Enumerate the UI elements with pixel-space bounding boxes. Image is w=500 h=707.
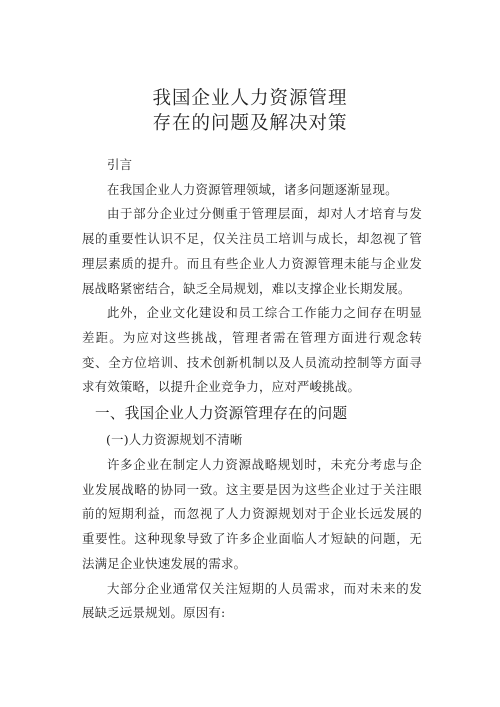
paragraph-5: 大部分企业通常仅关注短期的人员需求，而对未来的发展缺乏远景规划。原因有:	[82, 580, 422, 621]
document-body	[82, 153, 422, 626]
document-title-line-1: 我国企业人力资源管理	[152, 88, 348, 109]
intro-label: 引言	[107, 157, 133, 172]
paragraph-3: 此外，企业文化建设和员工综合工作能力之间存在明显差距。为应对这些挑战，管理者需在管理方面进行观念转变、全方位培训、技术创新机制以及人员流动控制等方面寻求有效策略，以提升企业竞争力，应对严峻挑战。	[82, 305, 422, 395]
paragraph-2: 由于部分企业过分侧重于管理层面，却对人才培育与发展的重要性认识不足，仅关注员工培训与成长，却忽视了管理层素质的提升。而且有些企业人力资源管理未能与企业发展战略紧密结合，缺乏全局规划，难以支撑企业长期发展。	[82, 206, 422, 296]
document-title-line-2: 存在的问题及解决对策	[152, 113, 348, 134]
subsection-heading-1: (一)人力资源规划不清晰	[106, 432, 243, 448]
paragraph-1: 在我国企业人力资源管理领域，诸多问题逐渐显现。	[107, 181, 398, 197]
paragraph-4: 许多企业在制定人力资源战略规划时，未充分考虑与企业发展战略的协同一致。这主要是因为这些企业过于关注眼前的短期利益，而忽视了人力资源规划对于企业长远发展的重要性。这种现象导致了许多企业面临人才短缺的问题，无法满足企业快速发展的需求。	[82, 457, 422, 571]
section-heading-1: 一、我国企业人力资源管理存在的问题	[95, 405, 348, 423]
